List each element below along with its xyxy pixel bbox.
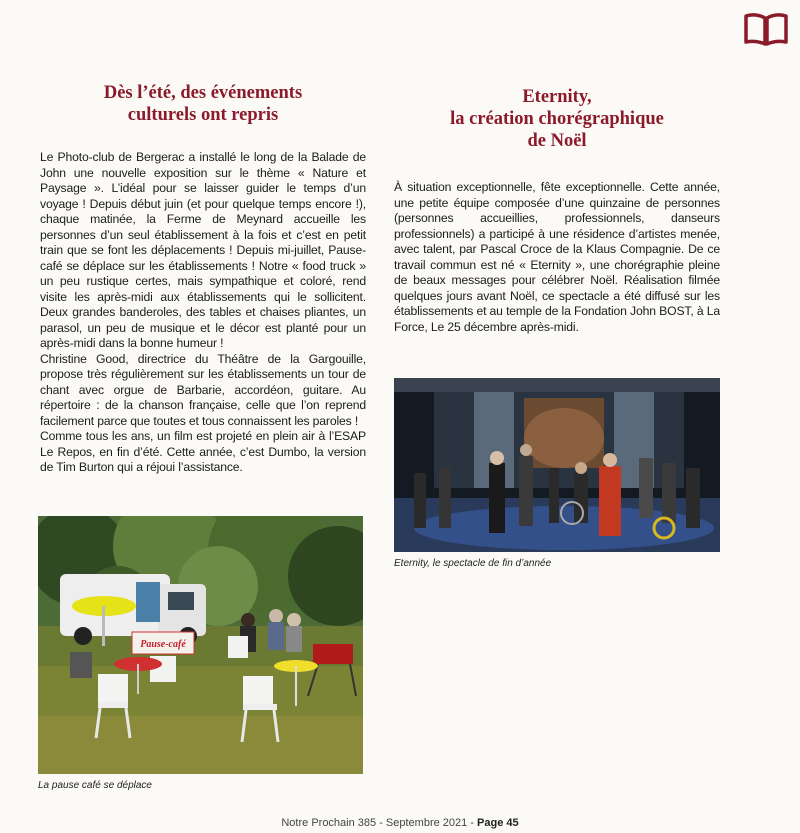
right-title-line1: Eternity, [522,87,592,107]
left-paragraph-3: Comme tous les ans, un film est projeté en plein air à l’ESAP Le Repos, en fin d’été. Cette année, c’est Dumbo, la version de Tim Burton qui a réjoui l’assistance. [40,429,366,474]
footer-text: Notre Prochain 385 - Septembre 2021 - [281,817,478,829]
left-title-line1: Dès l’été, des événements [103,83,303,103]
right-paragraph-1: À situation exceptionnelle, fête exceptionnelle. Cette année, une petite équipe composée d’une quinzaine de personnes (personnes accueillies, professionnels, danseurs professionnels) a participé à une résidence d’artistes menée, avec talent, par Pascal Croce de la Klaus Compagnie. De ce travail commun est né « Eternity », une chorégraphie pleine de beaux messages pour célébrer Noël. Réalisation filmée quelques jours avant Noël, ce spectacle a été diffusé sur les établissements et au temple de la Fondation John BOST, à La Force, Le 25 décembre après-midi. [394,180,720,334]
eternity-photo [394,378,720,552]
banner-text: Pause-café [140,639,186,650]
left-article-title [40,82,366,126]
pause-cafe-photo [38,516,363,774]
open-book-icon [742,12,790,48]
right-title-line3: de Noël [527,131,587,151]
page-number: Page 45 [477,817,519,829]
pause-cafe-illustration [38,516,363,774]
right-article-title [394,86,720,152]
left-article-header [40,70,366,126]
left-photo-caption: La pause café se déplace [38,780,152,791]
left-paragraph-2: Christine Good, directrice du Théâtre de la Gargouille, propose très régulièrement sur les établissements un tour de chant avec orgue de Barbarie, accordéon, guitare. Au répertoire : de la chanson française, celle que l’on reprend facilement parce que toutes et tous connaissent les paroles ! [40,351,366,428]
right-article-body [394,180,720,335]
page-footer [0,817,800,829]
left-title-line2: culturels ont repris [127,105,279,125]
right-photo-caption: Eternity, le spectacle de fin d’année [394,558,552,569]
right-article-header [394,70,720,152]
right-title-line2: la création chorégraphique [450,109,664,129]
eternity-illustration [394,378,720,552]
left-article-body [40,150,366,476]
left-paragraph-1: Le Photo-club de Bergerac a installé le long de la Balade de John une nouvelle exposition sur le thème « Nature et Paysage ». L’idéal pour se laisser guider le temps d’un voyage ! Depuis début juin (et pour quelque temps encore !), chaque matinée, la Ferme de Meynard accueille les personnes d’un seul établissement à la fois et c’est en petit train que se font les déplacements ! Depuis mi-juillet, Pause-café se déplace sur les établissements ! Notre « food truck » un peu rustique certes, mais sympathique et coloré, rend visite les après-midi aux établissements qui le sollicitent. Deux grandes banderoles, des tables et chaises pliantes, un parasol, un peu de musique et le décor est planté pour un après-midi dans la bonne humeur ! [40,150,366,350]
